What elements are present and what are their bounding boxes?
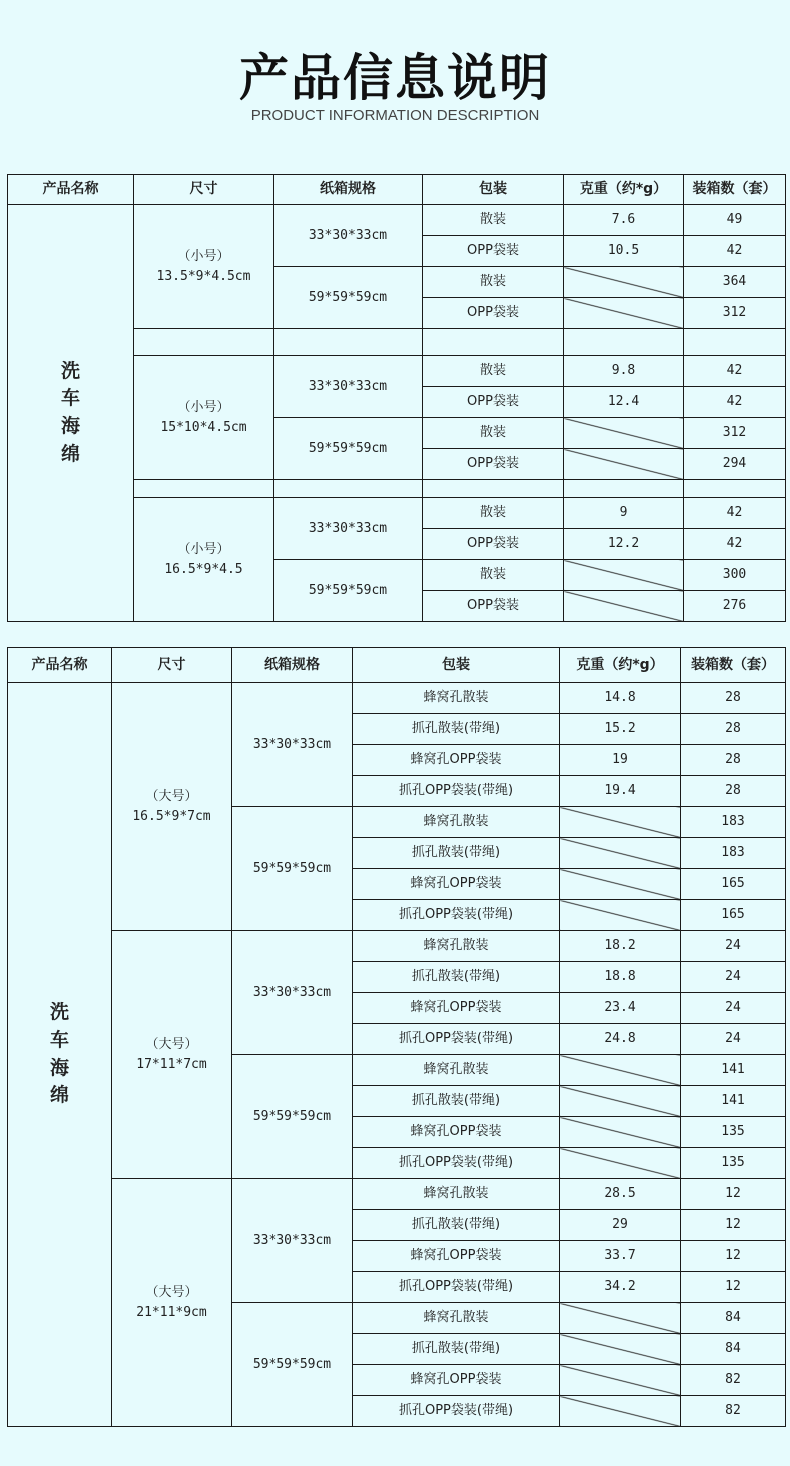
packaging-cell: 散装 bbox=[423, 560, 564, 591]
weight-cell: 10.5 bbox=[564, 236, 684, 267]
size-cell: （小号） 16.5*9*4.5 bbox=[134, 498, 274, 622]
packaging-cell: 抓孔散装(带绳) bbox=[353, 1210, 560, 1241]
box-quantity-cell: 42 bbox=[684, 236, 786, 267]
box-quantity-cell: 28 bbox=[681, 776, 786, 807]
carton-spec-cell: 33*30*33cm bbox=[274, 498, 423, 560]
empty-cell bbox=[564, 329, 684, 356]
carton-spec-cell: 59*59*59cm bbox=[232, 1055, 353, 1179]
weight-cell-empty bbox=[560, 1303, 681, 1334]
packaging-cell: 抓孔OPP袋装(带绳) bbox=[353, 1148, 560, 1179]
box-quantity-cell: 141 bbox=[681, 1055, 786, 1086]
packaging-cell: OPP袋装 bbox=[423, 298, 564, 329]
packaging-cell: 蜂窝孔OPP袋装 bbox=[353, 869, 560, 900]
box-quantity-cell: 12 bbox=[681, 1241, 786, 1272]
weight-cell: 28.5 bbox=[560, 1179, 681, 1210]
weight-cell-empty bbox=[560, 1334, 681, 1365]
box-quantity-cell: 24 bbox=[681, 962, 786, 993]
empty-cell bbox=[134, 480, 274, 498]
empty-cell bbox=[274, 329, 423, 356]
weight-cell-empty bbox=[564, 591, 684, 622]
packaging-cell: 散装 bbox=[423, 356, 564, 387]
box-quantity-cell: 28 bbox=[681, 683, 786, 714]
box-quantity-cell: 165 bbox=[681, 900, 786, 931]
weight-cell: 14.8 bbox=[560, 683, 681, 714]
size-cell: （大号） 17*11*7cm bbox=[112, 931, 232, 1179]
packaging-cell: 抓孔OPP袋装(带绳) bbox=[353, 1024, 560, 1055]
packaging-cell: 蜂窝孔散装 bbox=[353, 931, 560, 962]
header-box-quantity: 装箱数（套） bbox=[684, 175, 786, 205]
weight-cell: 18.8 bbox=[560, 962, 681, 993]
header-carton-spec: 纸箱规格 bbox=[274, 175, 423, 205]
box-quantity-cell: 300 bbox=[684, 560, 786, 591]
box-quantity-cell: 183 bbox=[681, 807, 786, 838]
header-size: 尺寸 bbox=[134, 175, 274, 205]
weight-cell: 18.2 bbox=[560, 931, 681, 962]
box-quantity-cell: 135 bbox=[681, 1117, 786, 1148]
table-row bbox=[8, 931, 786, 962]
packaging-cell: 抓孔OPP袋装(带绳) bbox=[353, 1396, 560, 1427]
weight-cell-empty bbox=[560, 1086, 681, 1117]
size-cell: （大号） 21*11*9cm bbox=[112, 1179, 232, 1427]
weight-cell: 24.8 bbox=[560, 1024, 681, 1055]
header-size: 尺寸 bbox=[112, 648, 232, 683]
box-quantity-cell: 84 bbox=[681, 1334, 786, 1365]
header-packaging: 包装 bbox=[423, 175, 564, 205]
carton-spec-cell: 59*59*59cm bbox=[274, 560, 423, 622]
empty-cell bbox=[423, 480, 564, 498]
weight-cell-empty bbox=[560, 1055, 681, 1086]
empty-cell bbox=[684, 329, 786, 356]
weight-cell: 15.2 bbox=[560, 714, 681, 745]
product-name-cell: 洗 车 海 绵 bbox=[8, 683, 112, 1427]
weight-cell-empty bbox=[564, 298, 684, 329]
weight-cell: 19 bbox=[560, 745, 681, 776]
weight-cell: 12.4 bbox=[564, 387, 684, 418]
weight-cell: 9 bbox=[564, 498, 684, 529]
empty-cell bbox=[134, 329, 274, 356]
box-quantity-cell: 82 bbox=[681, 1396, 786, 1427]
box-quantity-cell: 165 bbox=[681, 869, 786, 900]
carton-spec-cell: 59*59*59cm bbox=[274, 418, 423, 480]
weight-cell-empty bbox=[564, 449, 684, 480]
packaging-cell: 散装 bbox=[423, 267, 564, 298]
box-quantity-cell: 24 bbox=[681, 993, 786, 1024]
box-quantity-cell: 24 bbox=[681, 1024, 786, 1055]
carton-spec-cell: 59*59*59cm bbox=[232, 1303, 353, 1427]
packaging-cell: OPP袋装 bbox=[423, 529, 564, 560]
packaging-cell: 抓孔散装(带绳) bbox=[353, 1086, 560, 1117]
box-quantity-cell: 28 bbox=[681, 714, 786, 745]
carton-spec-cell: 33*30*33cm bbox=[274, 356, 423, 418]
packaging-cell: 抓孔散装(带绳) bbox=[353, 962, 560, 993]
box-quantity-cell: 183 bbox=[681, 838, 786, 869]
weight-cell-empty bbox=[560, 1396, 681, 1427]
packaging-cell: OPP袋装 bbox=[423, 591, 564, 622]
box-quantity-cell: 12 bbox=[681, 1179, 786, 1210]
packaging-cell: 散装 bbox=[423, 498, 564, 529]
packaging-cell: 抓孔OPP袋装(带绳) bbox=[353, 900, 560, 931]
table-row bbox=[8, 683, 786, 714]
packaging-cell: OPP袋装 bbox=[423, 387, 564, 418]
product-table-large bbox=[7, 647, 786, 1427]
weight-cell-empty bbox=[560, 900, 681, 931]
weight-cell: 19.4 bbox=[560, 776, 681, 807]
box-quantity-cell: 82 bbox=[681, 1365, 786, 1396]
product-table-small bbox=[7, 174, 786, 622]
packaging-cell: 蜂窝孔散装 bbox=[353, 1179, 560, 1210]
packaging-cell: 蜂窝孔散装 bbox=[353, 807, 560, 838]
weight-cell-empty bbox=[560, 1365, 681, 1396]
packaging-cell: 蜂窝孔OPP袋装 bbox=[353, 745, 560, 776]
box-quantity-cell: 12 bbox=[681, 1210, 786, 1241]
packaging-cell: 蜂窝孔OPP袋装 bbox=[353, 993, 560, 1024]
packaging-cell: 蜂窝孔OPP袋装 bbox=[353, 1365, 560, 1396]
weight-cell: 9.8 bbox=[564, 356, 684, 387]
box-quantity-cell: 294 bbox=[684, 449, 786, 480]
packaging-cell: 蜂窝孔散装 bbox=[353, 683, 560, 714]
box-quantity-cell: 42 bbox=[684, 356, 786, 387]
weight-cell: 33.7 bbox=[560, 1241, 681, 1272]
box-quantity-cell: 276 bbox=[684, 591, 786, 622]
weight-cell: 29 bbox=[560, 1210, 681, 1241]
packaging-cell: 蜂窝孔散装 bbox=[353, 1303, 560, 1334]
weight-cell-empty bbox=[560, 807, 681, 838]
box-quantity-cell: 42 bbox=[684, 529, 786, 560]
table-row bbox=[8, 205, 786, 236]
empty-cell bbox=[423, 329, 564, 356]
size-cell: （小号） 15*10*4.5cm bbox=[134, 356, 274, 480]
weight-cell-empty bbox=[560, 1117, 681, 1148]
carton-spec-cell: 59*59*59cm bbox=[274, 267, 423, 329]
box-quantity-cell: 84 bbox=[681, 1303, 786, 1334]
table-row bbox=[8, 1179, 786, 1210]
carton-spec-cell: 33*30*33cm bbox=[232, 683, 353, 807]
box-quantity-cell: 135 bbox=[681, 1148, 786, 1179]
weight-cell-empty bbox=[564, 267, 684, 298]
box-quantity-cell: 28 bbox=[681, 745, 786, 776]
packaging-cell: 散装 bbox=[423, 205, 564, 236]
packaging-cell: 抓孔散装(带绳) bbox=[353, 1334, 560, 1365]
packaging-cell: 散装 bbox=[423, 418, 564, 449]
box-quantity-cell: 312 bbox=[684, 298, 786, 329]
weight-cell-empty bbox=[560, 869, 681, 900]
weight-cell: 34.2 bbox=[560, 1272, 681, 1303]
box-quantity-cell: 49 bbox=[684, 205, 786, 236]
size-cell: （小号） 13.5*9*4.5cm bbox=[134, 205, 274, 329]
weight-cell: 12.2 bbox=[564, 529, 684, 560]
box-quantity-cell: 12 bbox=[681, 1272, 786, 1303]
header-packaging: 包装 bbox=[353, 648, 560, 683]
header-box-quantity: 装箱数（套） bbox=[681, 648, 786, 683]
packaging-cell: 蜂窝孔OPP袋装 bbox=[353, 1117, 560, 1148]
packaging-cell: 蜂窝孔散装 bbox=[353, 1055, 560, 1086]
empty-cell bbox=[684, 480, 786, 498]
header-weight: 克重（约*g） bbox=[560, 648, 681, 683]
carton-spec-cell: 33*30*33cm bbox=[232, 931, 353, 1055]
carton-spec-cell: 33*30*33cm bbox=[232, 1179, 353, 1303]
packaging-cell: 抓孔OPP袋装(带绳) bbox=[353, 1272, 560, 1303]
header-product-name: 产品名称 bbox=[8, 648, 112, 683]
header-weight: 克重（约*g） bbox=[564, 175, 684, 205]
packaging-cell: 抓孔散装(带绳) bbox=[353, 838, 560, 869]
packaging-cell: OPP袋装 bbox=[423, 236, 564, 267]
box-quantity-cell: 364 bbox=[684, 267, 786, 298]
product-name-cell: 洗 车 海 绵 bbox=[8, 205, 134, 622]
empty-cell bbox=[274, 480, 423, 498]
page-subtitle: PRODUCT INFORMATION DESCRIPTION bbox=[250, 107, 540, 124]
packaging-cell: 抓孔散装(带绳) bbox=[353, 714, 560, 745]
packaging-cell: 蜂窝孔OPP袋装 bbox=[353, 1241, 560, 1272]
empty-cell bbox=[564, 480, 684, 498]
packaging-cell: OPP袋装 bbox=[423, 449, 564, 480]
page-title: 产品信息说明 bbox=[239, 49, 551, 107]
box-quantity-cell: 42 bbox=[684, 498, 786, 529]
header-carton-spec: 纸箱规格 bbox=[232, 648, 353, 683]
box-quantity-cell: 312 bbox=[684, 418, 786, 449]
box-quantity-cell: 42 bbox=[684, 387, 786, 418]
weight-cell-empty bbox=[560, 1148, 681, 1179]
box-quantity-cell: 24 bbox=[681, 931, 786, 962]
packaging-cell: 抓孔OPP袋装(带绳) bbox=[353, 776, 560, 807]
weight-cell: 23.4 bbox=[560, 993, 681, 1024]
weight-cell: 7.6 bbox=[564, 205, 684, 236]
size-cell: （大号） 16.5*9*7cm bbox=[112, 683, 232, 931]
carton-spec-cell: 59*59*59cm bbox=[232, 807, 353, 931]
box-quantity-cell: 141 bbox=[681, 1086, 786, 1117]
weight-cell-empty bbox=[564, 418, 684, 449]
weight-cell-empty bbox=[564, 560, 684, 591]
weight-cell-empty bbox=[560, 838, 681, 869]
header-product-name: 产品名称 bbox=[8, 175, 134, 205]
carton-spec-cell: 33*30*33cm bbox=[274, 205, 423, 267]
